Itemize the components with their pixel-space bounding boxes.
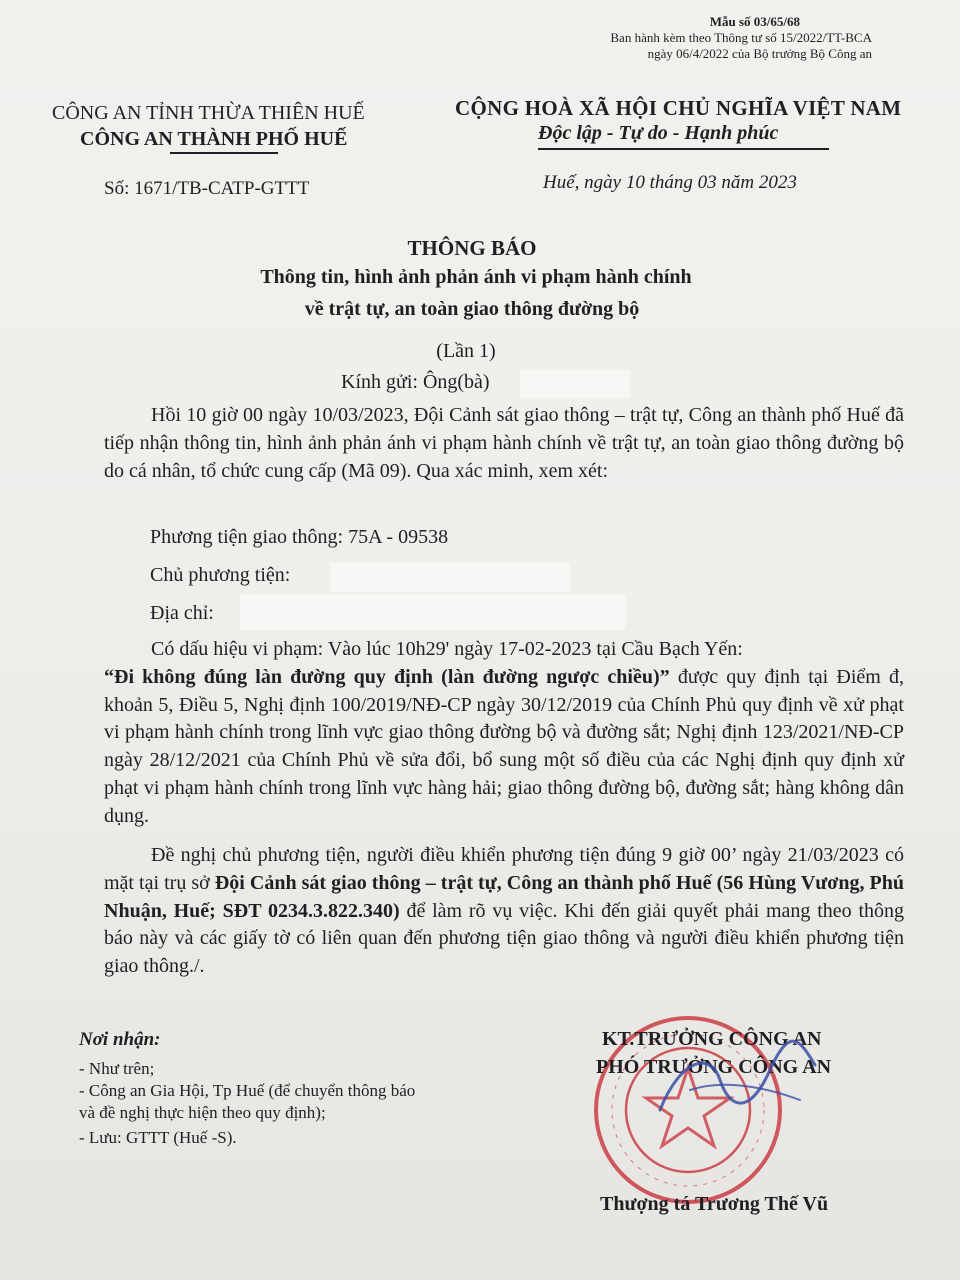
handwritten-signature (600, 1020, 840, 1130)
issue-number: (Lần 1) (436, 340, 496, 362)
signer-name: Thượng tá Trương Thế Vũ (600, 1193, 829, 1215)
request-rest: để làm rõ vụ việc. Khi đến giải quyết phải mang theo thông báo này và các giấy tờ có liên quan đến phương tiện giao thông và người điều khiển phương tiện giao thông./. (104, 899, 905, 978)
violation-name: “Đi không đúng làn đường quy định (làn đường ngược chiều)” (104, 665, 670, 688)
recipients-item: - Công an Gia Hội, Tp Huế (để chuyển thông báo (79, 1081, 416, 1100)
agency-name: CÔNG AN THÀNH PHỐ HUẾ (80, 128, 348, 150)
recipients-heading: Nơi nhận: (79, 1029, 161, 1050)
document-title: THÔNG BÁO (407, 236, 537, 260)
form-note-line-1: Ban hành kèm theo Thông tư số 15/2022/TT-BCA (610, 30, 872, 45)
place-date: Huế, ngày 10 tháng 03 năm 2023 (543, 172, 797, 193)
request-lead: Đề nghị chủ phương tiện, người điều khiển phương tiện đúng 9 giờ 00’ ngày 21/03/2023 có mặt tại trụ sở (104, 844, 904, 894)
recipients-item: và đề nghị thực hiện theo quy định); (79, 1103, 326, 1122)
national-motto: Độc lập - Tự do - Hạnh phúc (538, 122, 779, 144)
intro-paragraph: Hồi 10 giờ 00 ngày 10/03/2023, Đội Cảnh sát giao thông – trật tự, Công an thành phố Huế đã tiếp nhận thông tin, hình ảnh phản ánh vi phạm hành chính về trật tự, an toàn giao thông đường bộ do cá nhân, tổ chức cung cấp (Mã 09). Qua xác minh, xem xét: (104, 404, 904, 482)
document-number: Số: 1671/TB-CATP-GTTT (104, 178, 310, 199)
request-paragraph (104, 842, 904, 981)
redaction-owner (330, 562, 570, 592)
recipients-item: - Lưu: GTTT (Huế -S). (79, 1128, 237, 1147)
agency-underline (170, 152, 278, 154)
redaction-address (240, 594, 626, 630)
violation-legal-basis: được quy định tại Điểm đ, khoản 5, Điều 5, Nghị định 100/2019/NĐ-CP ngày 30/12/2019 của Chính Phủ quy định về xử phạt vi phạm hành chính trong lĩnh vực giao thông đường bộ và đường sắt; Nghị định 123/2021/NĐ-CP ngày 28/12/2021 của Chính Phủ về sửa đổi, bổ sung một số điều của các Nghị định quy định xử phạt vi phạm hành chính trong lĩnh vực hàng hải; giao thông đường bộ, đường sắt; hàng không dân dụng. (104, 665, 904, 827)
form-note-line-2: ngày 06/4/2022 của Bộ trưởng Bộ Công an (647, 46, 872, 61)
agency-parent: CÔNG AN TỈNH THỪA THIÊN HUẾ (52, 102, 365, 124)
form-number: Mẫu số 03/65/68 (709, 14, 800, 29)
recipients-item: - Như trên; (79, 1059, 155, 1078)
violation-paragraph (104, 636, 904, 831)
nation-title: CỘNG HOÀ XÃ HỘI CHỦ NGHĨA VIỆT NAM (455, 96, 902, 120)
owner-line: Chủ phương tiện: (150, 564, 291, 586)
document-subtitle-2: về trật tự, an toàn giao thông đường bộ (304, 298, 640, 320)
violation-lead: Có dấu hiệu vi phạm: Vào lúc 10h29' ngày 17-02-2023 tại Cầu Bạch Yến: (151, 638, 743, 660)
signature-title-2: PHÓ TRƯỞNG CÔNG AN (596, 1056, 832, 1078)
address-line: Địa chỉ: (150, 602, 214, 624)
redaction-recipient (520, 370, 630, 398)
recipient-line: Kính gửi: Ông(bà) (341, 371, 490, 393)
request-office: Đội Cảnh sát giao thông – trật tự, Công an thành phố Huế (56 Hùng Vương, Phú Nhuận, Huế; SĐT 0234.3.822.340) (104, 871, 904, 922)
signature-title-1: KT.TRƯỞNG CÔNG AN (602, 1028, 822, 1050)
motto-underline (538, 148, 829, 150)
document-subtitle-1: Thông tin, hình ảnh phản ánh vi phạm hành chính (260, 266, 692, 288)
vehicle-line: Phương tiện giao thông: 75A - 09538 (150, 526, 449, 548)
